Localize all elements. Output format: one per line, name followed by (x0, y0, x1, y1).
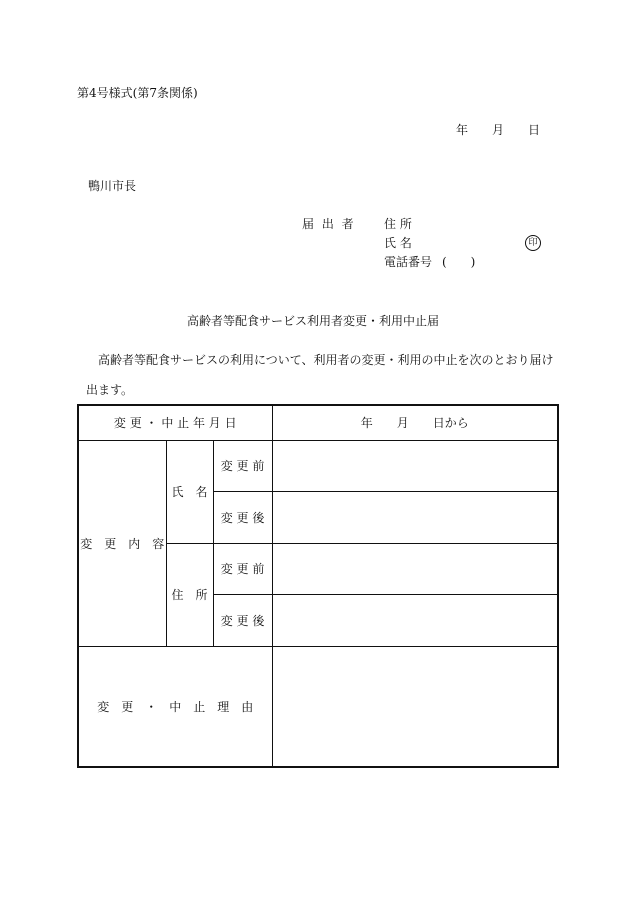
seal-icon: 印 (525, 235, 541, 251)
reason-field[interactable] (272, 646, 558, 767)
address-label: 住 所 (166, 543, 213, 646)
applicant-phone-paren: ( ) (442, 255, 476, 269)
body-line-1: 高齢者等配食サービスの利用について、利用者の変更・利用の中止を次のとおり届け (98, 353, 554, 367)
addressee: 鴨川市長 (88, 179, 137, 193)
name-before-label: 変 更 前 (213, 440, 272, 491)
name-before-row (78, 440, 558, 491)
name-after-label: 変 更 後 (213, 491, 272, 543)
address-after-field[interactable] (272, 594, 558, 646)
change-form-table (77, 404, 559, 768)
reason-row (78, 646, 558, 767)
address-after-label: 変 更 後 (213, 594, 272, 646)
form-number: 第4号様式(第7条関係) (77, 86, 198, 100)
applicant-phone-label: 電話番号 (384, 255, 433, 269)
date-month-label: 月 (492, 123, 505, 137)
date-row (78, 405, 558, 440)
date-year-label: 年 (456, 123, 469, 137)
date-day-label: 日 (528, 123, 541, 137)
name-before-field[interactable] (272, 440, 558, 491)
applicant-address-label: 住 所 (384, 217, 412, 231)
applicant-name-label: 氏 名 (384, 236, 412, 250)
address-before-field[interactable] (272, 543, 558, 594)
body-line-2: 出ます。 (86, 383, 134, 397)
address-before-label: 変 更 前 (213, 543, 272, 594)
name-label: 氏 名 (166, 440, 213, 543)
document-title: 高齢者等配食サービス利用者変更・利用中止届 (187, 314, 440, 328)
change-content-label: 変 更 内 容 (78, 440, 166, 646)
change-date-value: 年 月 日から (272, 405, 558, 440)
change-date-label: 変 更 ・ 中 止 年 月 日 (78, 405, 272, 440)
reason-label: 変 更 ・ 中 止 理 由 (78, 646, 272, 767)
applicant-label: 届 出 者 (302, 217, 356, 231)
name-after-field[interactable] (272, 491, 558, 543)
